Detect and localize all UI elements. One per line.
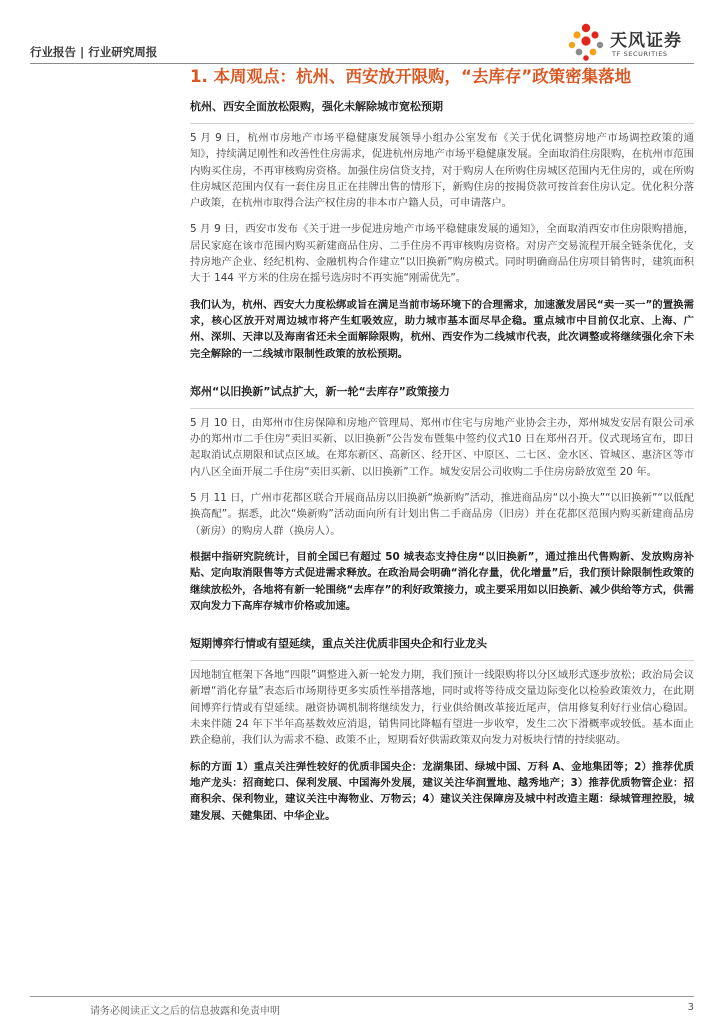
block-outlook xyxy=(190,636,694,824)
main-content xyxy=(190,66,694,824)
paragraph-bold: 我们认为，杭州、西安大力度松绑或旨在满足当前市场环境下的合理需求，加速激发居民“卖一买一”的置换需求，核心区放开对周边城市将产生虹吸效应，助力城市基本面尽早企稳。重点城市中目前仅北京、上海、广州、深圳、天津以及海南省还未全面解除限购，杭州、西安作为二线城市代表，此次调整或将继续强化余下未完全解除的一二线城市限制性政策的放松预期。 xyxy=(190,298,694,360)
paragraph: 5 月 9 日，西安市发布《关于进一步促进房地产市场平稳健康发展的通知》，全面取消西安市住房限购措施，居民家庭在该市范围内购买新建商品住房、二手住房不再审核购房资格。对房产交易流程开展全链条优化，支持房地产企业、经纪机构、金融机构合作建立“以旧换新”购房模式。同时明确商品住房项目销售时，建筑面积大于 144 平方米的住房在摇号选房时不再实施“刚需优先”。 xyxy=(190,223,694,285)
header-label: 行业报告 | 行业研究周报 xyxy=(30,45,158,59)
paragraph: 5 月 11 日，广州市花都区联合开展商品房以旧换新“焕新购”活动，推进商品房“以小换大”“以旧换新”“以低配换高配”。据悉，此次“焕新购”活动面向所有计划出售二手商品房（旧房）并在花都区范围内购买新建商品房（新房）的购房人群（换房人）。 xyxy=(190,492,694,537)
paragraph: 因地制宜框架下各地“四限”调整进入新一轮发力期，我们预计一线限购将以分区域形式逐步放松；政治局会议新增“消化存量”表态后市场期待更多实质性举措落地，同时或将等待成交量边际变化以检验政策效力，在此期间博弈行情或有望延续。融资协调机制将继续发力，行业供给侧改革接近尾声，信用修复利好行业信心稳固。未来伴随 24 年下半年高基数效应消退，销售同比降幅有望进一步收窄，发生二次下滑概率或较低。基本面止跌企稳前，我们认为需求不稳、政策不止，短期看好供需政策双向发力对板块行情的持续驱动。 xyxy=(190,669,694,747)
paragraph: 5 月 9 日，杭州市房地产市场平稳健康发展领导小组办公室发布《关于优化调整房地产市场调控政策的通知》，持续满足刚性和改善性住房需求，促进杭州房地产市场平稳健康发展。全面取消住房限购，在杭州市范围内购买住房，不再审核购房资格。加强住房信贷支持，对于购房人在所购住房城区范围内无住房的，或在所购住房城区范围内仅有一套住房且正在挂牌出售的情形下，新购住房的按揭贷款可按首套住房认定。优化积分落户政策，在杭州市取得合法产权住房的非本市户籍人员，可申请落户。 xyxy=(190,132,694,210)
subtitle-divider xyxy=(190,123,694,124)
block-subtitle: 短期博弈行情或有望延续，重点关注优质非国央企和行业龙头 xyxy=(190,637,487,651)
tf-logo-icon xyxy=(566,22,606,62)
paragraph: 5 月 10 日，由郑州市住房保障和房地产管理局、郑州市住宅与房地产业协会主办，郑州城发安居有限公司承办的郑州市二手住房“卖旧买新、以旧换新”公告发布暨集中签约仪式10 日在郑州召开。仪式现场宣布，即日起取消试点期限和试点区域。在郑东新区、高新区、经开区、中原区、二七区、金水区、管城区、惠济区等市内八区全面开展二手住房“卖旧买新、以旧换新”工作。城发安居公司收购二手住房房龄放宽至 20 年。 xyxy=(190,416,694,478)
subtitle-divider xyxy=(190,660,694,661)
subtitle-divider xyxy=(190,408,694,409)
paragraph-bold: 根据中指研究院统计，目前全国已有超过 50 城表态支持住房“以旧换新”，通过推出代售购新、发放购房补贴、定向取消限售等方式促进需求释放。在政治局会明确“消化存量，优化增量”后，我们预计除限制性政策的继续放松外，各地将有新一轮围绕“去库存”的利好政策接力，或主要采用如以旧换新、减少供给等方式，供需双向发力下高库存城市价格或加速。 xyxy=(190,550,694,612)
page-footer xyxy=(30,1002,694,1018)
block-hangzhou-xian xyxy=(190,99,694,362)
block-subtitle: 郑州“以旧换新”试点扩大，新一轮“去库存”政策接力 xyxy=(190,384,450,398)
logo-name: 天风证券 xyxy=(610,31,682,51)
page-number: 3 xyxy=(687,1002,694,1013)
footer-divider xyxy=(30,996,694,997)
block-subtitle: 杭州、西安全面放松限购，强化未解除城市宽松预期 xyxy=(190,100,443,113)
block-zhengzhou xyxy=(190,384,694,614)
header-divider xyxy=(30,63,694,64)
paragraph-bold: 标的方面 1）重点关注弹性较好的优质非国央企：龙湖集团、绿城中国、万科 A、金地集团等；2）推荐优质地产龙头：招商蛇口、保利发展、中国海外发展，建议关注华润置地、越秀地产；3）推荐优质物管企业：招商积余、保利物业，建议关注中海物业、万物云；4）建议关注保障房及城中村改造主题：绿城管理控股，城建发展、天健集团、中华企业。 xyxy=(190,760,694,822)
section-title: 1. 本周观点：杭州、西安放开限购，“去库存”政策密集落地 xyxy=(190,67,632,86)
logo-english: TF SECURITIES xyxy=(612,50,668,58)
disclaimer-text: 请务必阅读正文之后的信息披露和免责申明 xyxy=(90,1006,280,1017)
company-logo xyxy=(566,22,698,62)
